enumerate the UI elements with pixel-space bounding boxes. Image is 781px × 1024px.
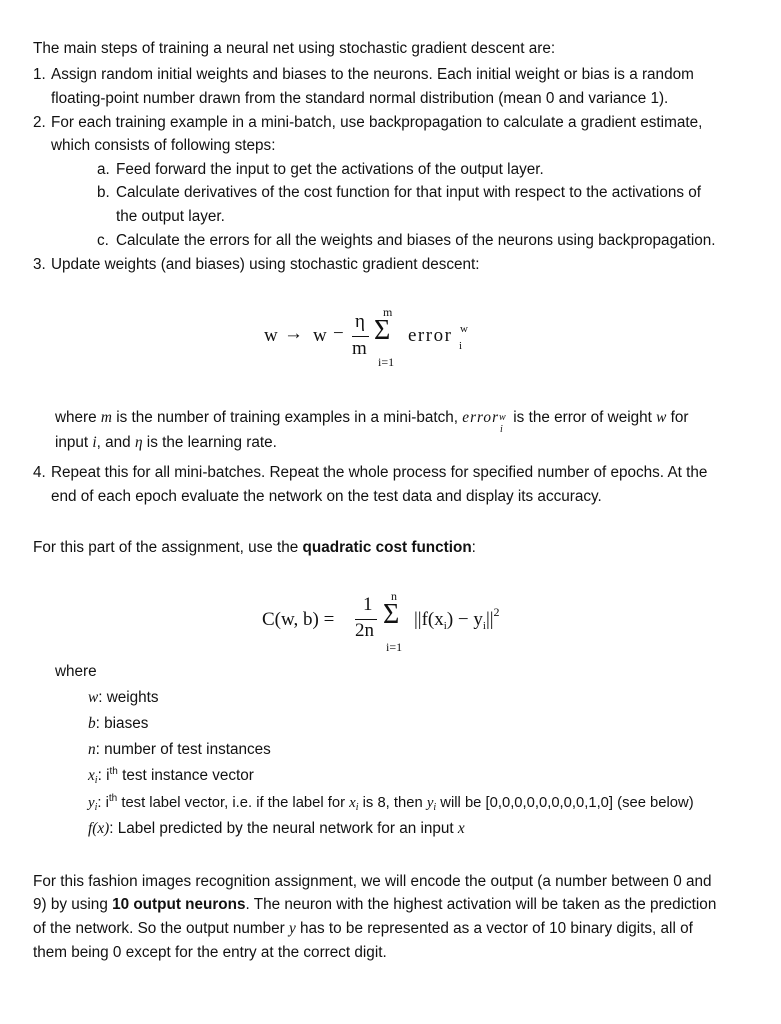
cost-frac-num: 1 [363,594,373,615]
eq-error: error [408,325,453,346]
cost-body: $||f(x_i) - y_i||^2$ [414,605,500,632]
step-1-line-1: Assign random initial weights and biases to the neurons. Each initial weight or bias is a random [51,66,694,83]
final-line-1: For this fashion images recognition assignment, we will encode the output (a number between 0 and [33,873,712,890]
substep-a-text: Feed forward the input to get the activations of the output layer. [116,161,544,178]
eq-w-right: w [313,325,327,346]
cost-intro: For this part of the assignment, use the quadratic cost function: [33,539,476,556]
step-4-line-2: end of each epoch evaluate the network on the test data and display its accuracy. [51,488,602,505]
eq-error-sup: w [460,323,468,335]
final-line-4: them being 0 except for the entry at the correct digit. [33,944,387,961]
step-3-text: Update weights (and biases) using stochastic gradient descent: [51,256,480,273]
cost-sum-sign: Σ [383,599,400,630]
where-n: n: number of test instances [88,741,271,758]
cost-sum-upper: n [391,589,397,603]
step-2-line-2: which consists of following steps: [51,137,276,154]
step-2-line-1: For each training example in a mini-batch, use backpropagation to calculate a gradient estimate, [51,114,703,131]
substep-b-line-1: Calculate derivatives of the cost function for that input with respect to the activations of [116,184,701,201]
eq-eta: η [355,311,365,332]
final-line-2: 9) by using 10 output neurons. The neuron with the highest activation will be taken as the prediction [33,896,717,913]
where-f: f(x): Label predicted by the neural network for an input x [88,820,465,837]
where-update-line-2: input i, and η is the learning rate. [55,434,277,451]
eq-error-sub: i [459,340,463,352]
eq-sum-sign: Σ [374,315,391,346]
substep-a-number: a. [97,161,110,178]
substep-b-line-2: the output layer. [116,208,225,225]
eq-fraction-bar [352,336,369,337]
eq-minus: − [333,323,344,344]
cost-sum-lower: i=1 [386,640,403,654]
where-y: $y_i$: $i^{th}$ test label vector, i.e. if the label for $x_i$ is 8, then $y_i$ will be [0,0,0,0,0,0,0,0,1,0] (see below) [88,793,694,813]
eq-arrow: → [284,323,303,344]
intro-text: The main steps of training a neural net using stochastic gradient descent are: [33,40,556,57]
where-x: xi: $i^{th}$ test instance vector [88,766,254,786]
step-4-line-1: Repeat this for all mini-batches. Repeat the whole process for specified number of epochs. At the [51,464,708,481]
step-3-number: 3. [33,256,46,273]
where-update-line-1: where m is the number of training examples in a mini-batch, error w i is the error of weight w for [55,409,689,435]
eq-sum-upper: m [383,305,393,319]
substep-c-text: Calculate the errors for all the weights and biases of the neurons using backpropagation. [116,232,716,249]
step-4-number: 4. [33,464,46,481]
where-label: where [55,663,97,680]
where-biases: b: biases [88,715,149,732]
where-weights: w: weights [88,689,159,706]
substep-b-number: b. [97,184,110,201]
cost-frac-den: 2n [355,620,374,641]
step-1-number: 1. [33,66,46,83]
step-2-number: 2. [33,114,46,131]
cost-lhs: C(w, b) = [262,609,335,630]
eq-w-left: w [264,325,278,346]
eq-m-denominator: m [352,338,367,359]
step-1-line-2: floating-point number drawn from the standard normal distribution (mean 0 and variance 1). [51,90,669,107]
eq-sum-lower: i=1 [378,355,395,369]
final-line-3: of the network. So the output number y has to be represented as a vector of 10 binary digits, all of [33,920,693,937]
substep-c-number: c. [97,232,109,249]
